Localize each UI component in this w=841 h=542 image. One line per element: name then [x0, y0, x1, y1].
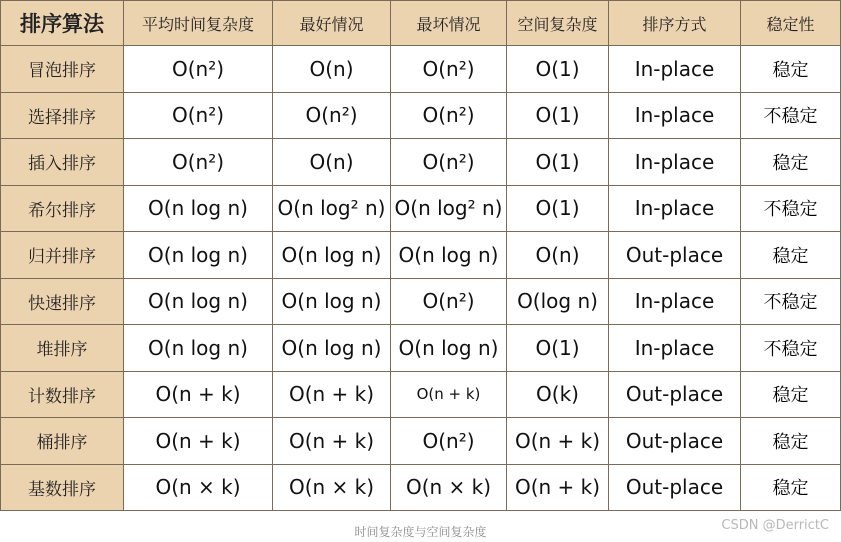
method-cell: In-place — [609, 139, 741, 186]
space-cell: O(n) — [507, 232, 609, 279]
worst-case-cell: O(n × k) — [391, 464, 507, 511]
stability-cell: 不稳定 — [741, 325, 841, 372]
watermark: CSDN @DerrictC — [721, 518, 829, 533]
algorithm-name: 希尔排序 — [1, 185, 124, 232]
header-row — [1, 1, 841, 46]
header-method: 排序方式 — [609, 1, 741, 46]
table-row — [1, 232, 841, 279]
header-average-time: 平均时间复杂度 — [124, 1, 273, 46]
algorithm-name: 归并排序 — [1, 232, 124, 279]
space-cell: O(1) — [507, 185, 609, 232]
table-row — [1, 139, 841, 186]
space-cell: O(n + k) — [507, 418, 609, 465]
space-cell: O(1) — [507, 325, 609, 372]
stability-cell: 稳定 — [741, 464, 841, 511]
worst-case-cell: O(n²) — [391, 92, 507, 139]
table-row — [1, 371, 841, 418]
algorithm-name: 计数排序 — [1, 371, 124, 418]
algorithm-name: 堆排序 — [1, 325, 124, 372]
average-time-cell: O(n²) — [124, 46, 273, 93]
header-space: 空间复杂度 — [507, 1, 609, 46]
average-time-cell: O(n log n) — [124, 232, 273, 279]
worst-case-cell: O(n²) — [391, 418, 507, 465]
algorithm-name: 基数排序 — [1, 464, 124, 511]
stability-cell: 稳定 — [741, 139, 841, 186]
average-time-cell: O(n × k) — [124, 464, 273, 511]
algorithm-name: 冒泡排序 — [1, 46, 124, 93]
worst-case-cell: O(n²) — [391, 278, 507, 325]
table-row — [1, 46, 841, 93]
space-cell: O(log n) — [507, 278, 609, 325]
average-time-cell: O(n + k) — [124, 418, 273, 465]
method-cell: Out-place — [609, 371, 741, 418]
figure-caption: 时间复杂度与空间复杂度 — [354, 525, 487, 539]
method-cell: Out-place — [609, 418, 741, 465]
method-cell: In-place — [609, 185, 741, 232]
average-time-cell: O(n²) — [124, 139, 273, 186]
best-case-cell: O(n) — [273, 139, 391, 186]
best-case-cell: O(n + k) — [273, 418, 391, 465]
worst-case-cell: O(n²) — [391, 46, 507, 93]
table-row — [1, 185, 841, 232]
table-row — [1, 92, 841, 139]
average-time-cell: O(n + k) — [124, 371, 273, 418]
worst-case-cell: O(n + k) — [391, 371, 507, 418]
method-cell: In-place — [609, 46, 741, 93]
space-cell: O(k) — [507, 371, 609, 418]
space-cell: O(1) — [507, 92, 609, 139]
stability-cell: 稳定 — [741, 46, 841, 93]
average-time-cell: O(n²) — [124, 92, 273, 139]
space-cell: O(1) — [507, 139, 609, 186]
stability-cell: 不稳定 — [741, 92, 841, 139]
stability-cell: 不稳定 — [741, 278, 841, 325]
best-case-cell: O(n) — [273, 46, 391, 93]
method-cell: Out-place — [609, 464, 741, 511]
average-time-cell: O(n log n) — [124, 278, 273, 325]
worst-case-cell: O(n log² n) — [391, 185, 507, 232]
table-row — [1, 278, 841, 325]
best-case-cell: O(n log n) — [273, 278, 391, 325]
header-stability: 稳定性 — [741, 1, 841, 46]
worst-case-cell: O(n log n) — [391, 325, 507, 372]
table-body — [1, 46, 841, 511]
best-case-cell: O(n log n) — [273, 325, 391, 372]
header-algorithm: 排序算法 — [1, 1, 124, 46]
table-row — [1, 418, 841, 465]
space-cell: O(1) — [507, 46, 609, 93]
worst-case-cell: O(n²) — [391, 139, 507, 186]
stability-cell: 稳定 — [741, 232, 841, 279]
header-best-case: 最好情况 — [273, 1, 391, 46]
algorithm-name: 选择排序 — [1, 92, 124, 139]
method-cell: In-place — [609, 325, 741, 372]
average-time-cell: O(n log n) — [124, 325, 273, 372]
method-cell: Out-place — [609, 232, 741, 279]
table-row — [1, 464, 841, 511]
method-cell: In-place — [609, 92, 741, 139]
stability-cell: 稳定 — [741, 371, 841, 418]
best-case-cell: O(n log² n) — [273, 185, 391, 232]
header-worst-case: 最坏情况 — [391, 1, 507, 46]
best-case-cell: O(n²) — [273, 92, 391, 139]
worst-case-cell: O(n log n) — [391, 232, 507, 279]
average-time-cell: O(n log n) — [124, 185, 273, 232]
algorithm-name: 桶排序 — [1, 418, 124, 465]
best-case-cell: O(n + k) — [273, 371, 391, 418]
best-case-cell: O(n log n) — [273, 232, 391, 279]
best-case-cell: O(n × k) — [273, 464, 391, 511]
algorithm-name: 快速排序 — [1, 278, 124, 325]
stability-cell: 稳定 — [741, 418, 841, 465]
stability-cell: 不稳定 — [741, 185, 841, 232]
algorithm-name: 插入排序 — [1, 139, 124, 186]
table-row — [1, 325, 841, 372]
method-cell: In-place — [609, 278, 741, 325]
space-cell: O(n + k) — [507, 464, 609, 511]
